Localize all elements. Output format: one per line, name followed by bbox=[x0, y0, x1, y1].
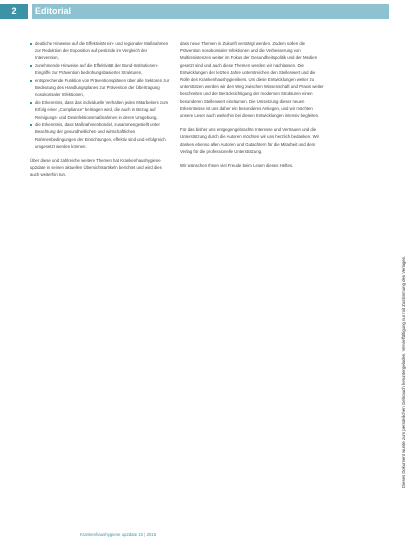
copyright-note: Dieses Dokument wurde zum persönlichen Gebrauch heruntergeladen. Vervielfältigung nur mit Zustimmung des Verlages. bbox=[401, 255, 406, 488]
footer-divider: | bbox=[144, 532, 146, 537]
body-paragraph: Wir wünschen Ihnen viel Freude beim Lesen dieses Heftes. bbox=[180, 163, 294, 169]
list-item: entsprechende Funktion von Präventionsplänen über alle Sektoren zur Bedeutung des Handlungsplanes zur Prävention der Übertragung nosokomialer Infektionen, bbox=[30, 77, 172, 99]
journal-name: Krankenhaushygiene up2date 10 bbox=[80, 532, 144, 537]
right-column bbox=[180, 40, 325, 176]
body-paragraph: Für das bisher uns entgegengebrachte Interesse und Vertrauen und die Unterstützung durch die Autoren möchten wir uns herzlich bedanken. Wir danken ebenso allen Autoren und Gutachtern für die Mitarbeit und dem Verlag für die professionelle Unterstützung. bbox=[180, 127, 320, 154]
closing-paragraph: Über diese und zahlreiche weitere Themen hat Krankenhaushygiene up2date in seinen aktuellen Übersichtsartikeln berichtet und wird dies auch weiterhin tun. bbox=[30, 158, 162, 178]
list-item: zunehmende Hinweise auf die Effektivität der Bund-Institutionen-Eingriffe zur Prävention bedrohungsbasierter Strukturen, bbox=[30, 62, 172, 76]
left-column bbox=[30, 40, 172, 186]
bullet-list bbox=[30, 40, 172, 150]
footer-year: 2015 bbox=[146, 532, 157, 537]
section-title: Editorial bbox=[32, 4, 389, 19]
body-paragraph: dass neue Themen in Zukunft verstärgt werden. Zudem sollen die Prävention nosokomialer Infektionen und die Verbesserung von Multiresistenzen weiter im Fokus der Gesundheitspolitik und der Medien gesetzt sind und auch diese Themen werden wir nachlassen. Die Entwicklungen der letzten Jahre unterstreichen den Stellenwert und die Rolle des Krankenhaushygienikers. Um diese Entwicklungen weiter zu unterstützen werden wir den Weg zwischen Wissenschaft und Praxis weiter beschreiten und der Berücksichtigung der modernen Strukturen einen besonderen Stellenwert einräumen. Die Umsetzung dieser neuen Erkenntnisse ist uns daher ein besonderes Anliegen, und wir möchten unsere Leser auch weiterhin bei diesen Entwicklungen intensiv begleiten. bbox=[180, 41, 324, 119]
list-item: deutliche Hinweise auf die Effektivität ein- und regionaler Maßnahmen zur Reduktion der Exposition auf pestizide im Vergleich der Intervention, bbox=[30, 40, 172, 62]
list-item: die Erkenntnis, dass Maßnahmenbündel, zusammengestellt unter Beachtung der gesundheitlichen und wirtschaftlichen Rahmenbedingungen der Einrichtungen, effektiv sind und erfolgreich umgesetzt werden können. bbox=[30, 121, 172, 150]
page-number: 2 bbox=[0, 4, 28, 19]
page-footer bbox=[80, 531, 156, 538]
header-bar bbox=[0, 0, 413, 22]
list-item: die Erkenntnis, dass das individuelle Verhalten jedes Mitarbeiters zum Erfolg einer „Compliance“ beitragen wird, die auch in Bezug auf Reinigungs- und Desinfektionsmaßnahmen in deren Umgebung, bbox=[30, 99, 172, 121]
copyright-sidebar bbox=[395, 48, 407, 488]
